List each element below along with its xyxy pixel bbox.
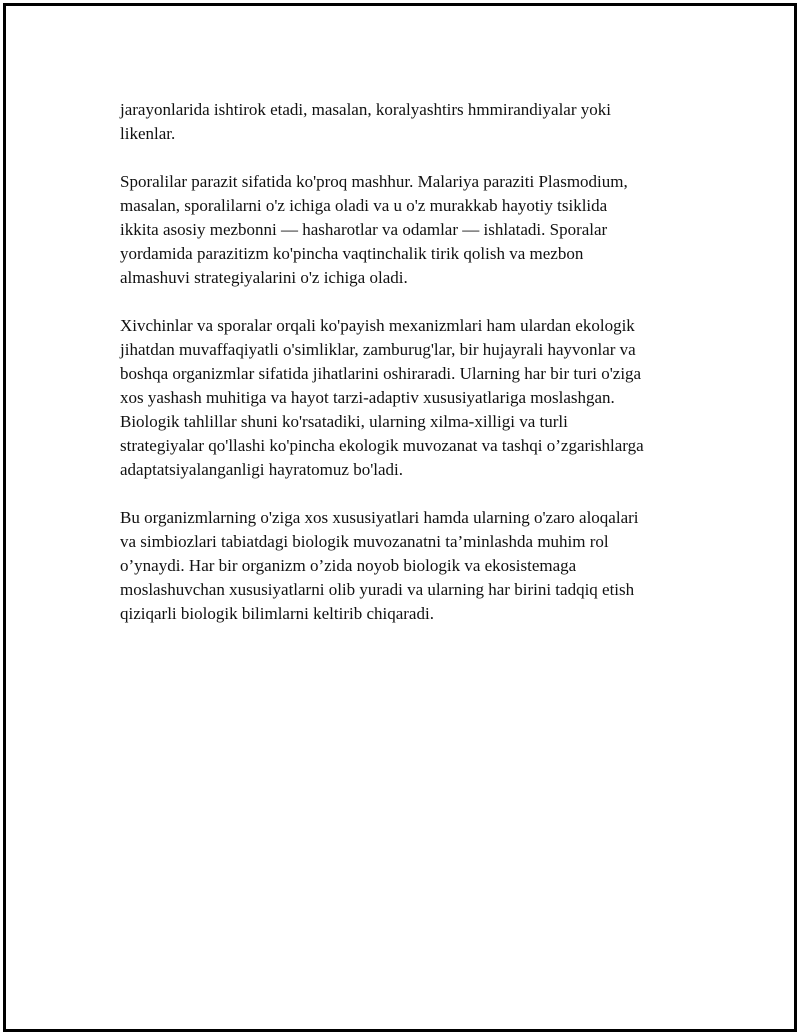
paragraph-2: Sporalilar parazit sifatida ko'proq mashhur. Malariya paraziti Plasmodium, masalan, sporalilarni o'z ichiga oladi va u o'z murakkab hayotiy tsiklida ikkita asosiy mezbonni — hasharotlar va odamlar — ishlatadi. Sporalar yordamida parazitizm ko'pincha vaqtinchalik tirik qolish va mezbon almashuvi strategiyalarini o'z ichiga oladi. (120, 172, 628, 287)
document-body (120, 98, 700, 650)
paragraph-3: Xivchinlar va sporalar orqali ko'payish mexanizmlari ham ulardan ekologik jihatdan muvaffaqiyatli o'simliklar, zamburug'lar, bir hujayrali hayvonlar va boshqa organizmlar sifatida jihatlarini oshiraradi. Ularning har bir turi o'ziga xos yashash muhitiga va hayot tarzi-adaptiv xususiyatlariga moslashgan. Biologik tahlillar shuni ko'rsatadiki, ularning xilma-xilligi va turli strategiyalar qo'llashi ko'pincha ekologik muvozanat va tashqi o’zgarishlarga adaptatsiyalanganligi hayratomuz bo'ladi. (120, 316, 644, 479)
paragraph-1: jarayonlarida ishtirok etadi, masalan, koralyashtirs hmmirandiyalar yoki likenlar. (120, 100, 611, 143)
page-frame (3, 3, 797, 1032)
paragraph-4: Bu organizmlarning o'ziga xos xususiyatlari hamda ularning o'zaro aloqalari va simbiozlari tabiatdagi biologik muvozanatni ta’minlashda muhim rol o’ynaydi. Har bir organizm o’zida noyob biologik va ekosistemaga moslashuvchan xususiyatlarni olib yuradi va ularning har birini tadqiq etish qiziqarli biologik bilimlarni keltirib chiqaradi. (120, 508, 639, 623)
